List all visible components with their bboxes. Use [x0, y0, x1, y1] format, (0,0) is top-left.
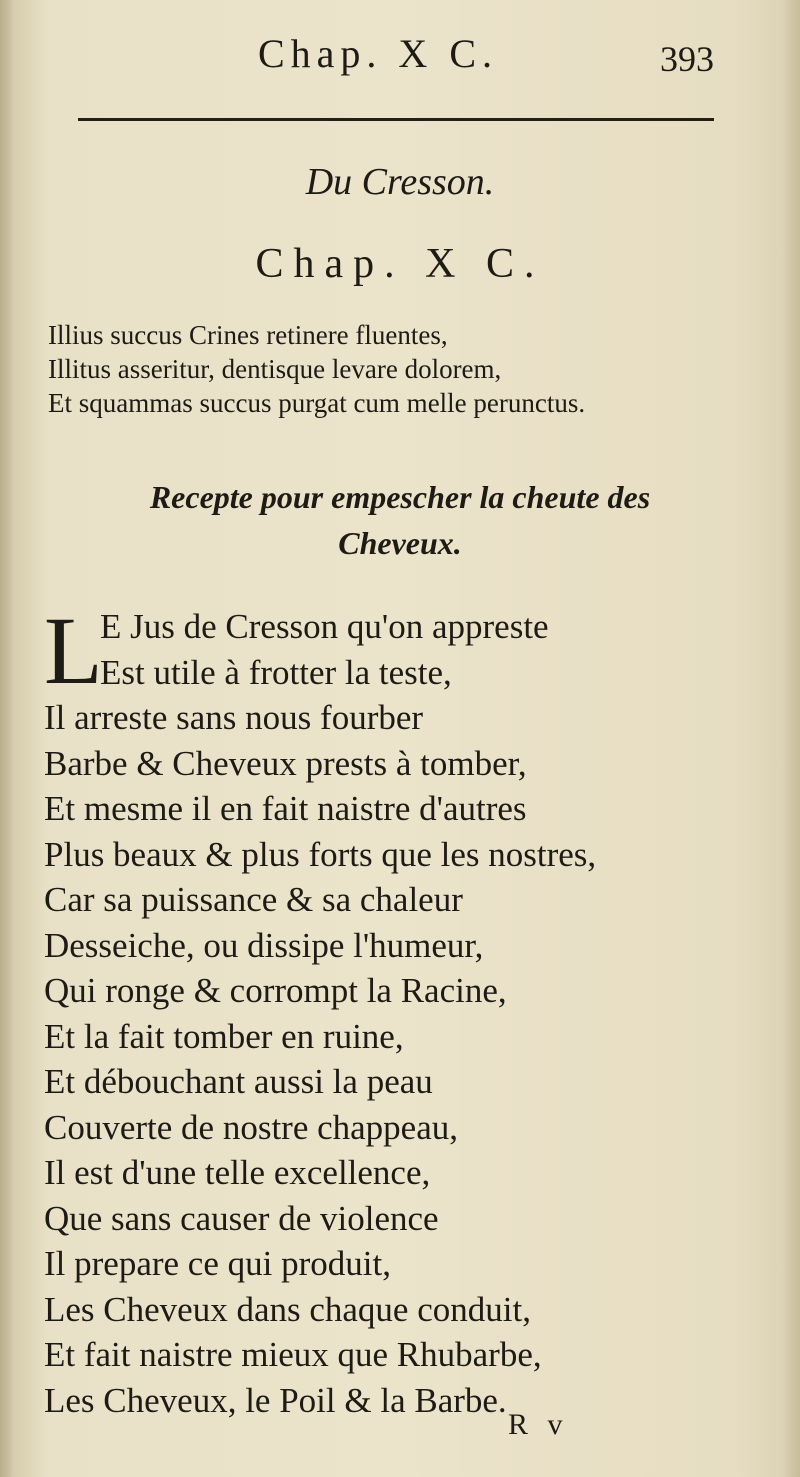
poem-line: Couverte de nostre chappeau,: [44, 1107, 459, 1147]
poem-line: Les Cheveux dans chaque conduit,: [44, 1289, 531, 1329]
page-number: 393: [660, 39, 714, 79]
poem-line: Et fait naistre mieux que Rhubarbe,: [44, 1335, 542, 1374]
latin-verse-line: Et squammas succus purgat cum melle perunctus.: [48, 388, 586, 418]
poem-line: Et mesme il en fait naistre d'autres: [44, 789, 527, 828]
poem-line: Car sa puissance & sa chaleur: [44, 880, 463, 919]
latin-verses: [48, 318, 585, 420]
recipe-title-line: Recepte pour empescher la cheute des: [149, 479, 651, 515]
poem-line: Plus beaux & plus forts que les nostres,: [44, 834, 597, 874]
poem-line: Qui ronge & corrompt la Racine,: [44, 971, 507, 1010]
signature-mark: R v: [508, 1408, 569, 1441]
poem-line: Il arreste sans nous fourber: [44, 698, 424, 737]
header-rule: [78, 118, 714, 121]
latin-verse-line: Illitus asseritur, dentisque levare dolorem,: [48, 354, 502, 384]
poem-line: Et la fait tomber en ruine,: [44, 1016, 404, 1056]
poem-line: Barbe & Cheveux prests à tomber,: [44, 743, 527, 783]
drop-cap: L: [44, 597, 103, 704]
poem-line: Est utile à frotter la teste,: [100, 652, 452, 692]
latin-verse-line: Illius succus Crines retinere fluentes,: [48, 320, 448, 350]
recipe-title: [90, 474, 710, 566]
poem-line: Les Cheveux, le Poil & la Barbe.: [44, 1380, 507, 1420]
poem: [44, 597, 597, 1423]
poem-line: Que sans causer de violence: [44, 1198, 439, 1238]
poem-line: Et débouchant aussi la peau: [44, 1062, 433, 1101]
poem-line: Desseiche, ou dissipe l'humeur,: [44, 925, 484, 965]
poem-line: Il est d'une telle excellence,: [44, 1153, 431, 1192]
poem-line: Il prepare ce qui produit,: [44, 1244, 391, 1283]
section-title: Du Cresson.: [305, 161, 495, 203]
recipe-title-line: Cheveux.: [338, 525, 462, 561]
poem-line: E Jus de Cresson qu'on appreste: [100, 607, 549, 646]
running-head: Chap. X C.: [258, 31, 498, 76]
chapter-heading: Chap. X C.: [255, 241, 545, 287]
